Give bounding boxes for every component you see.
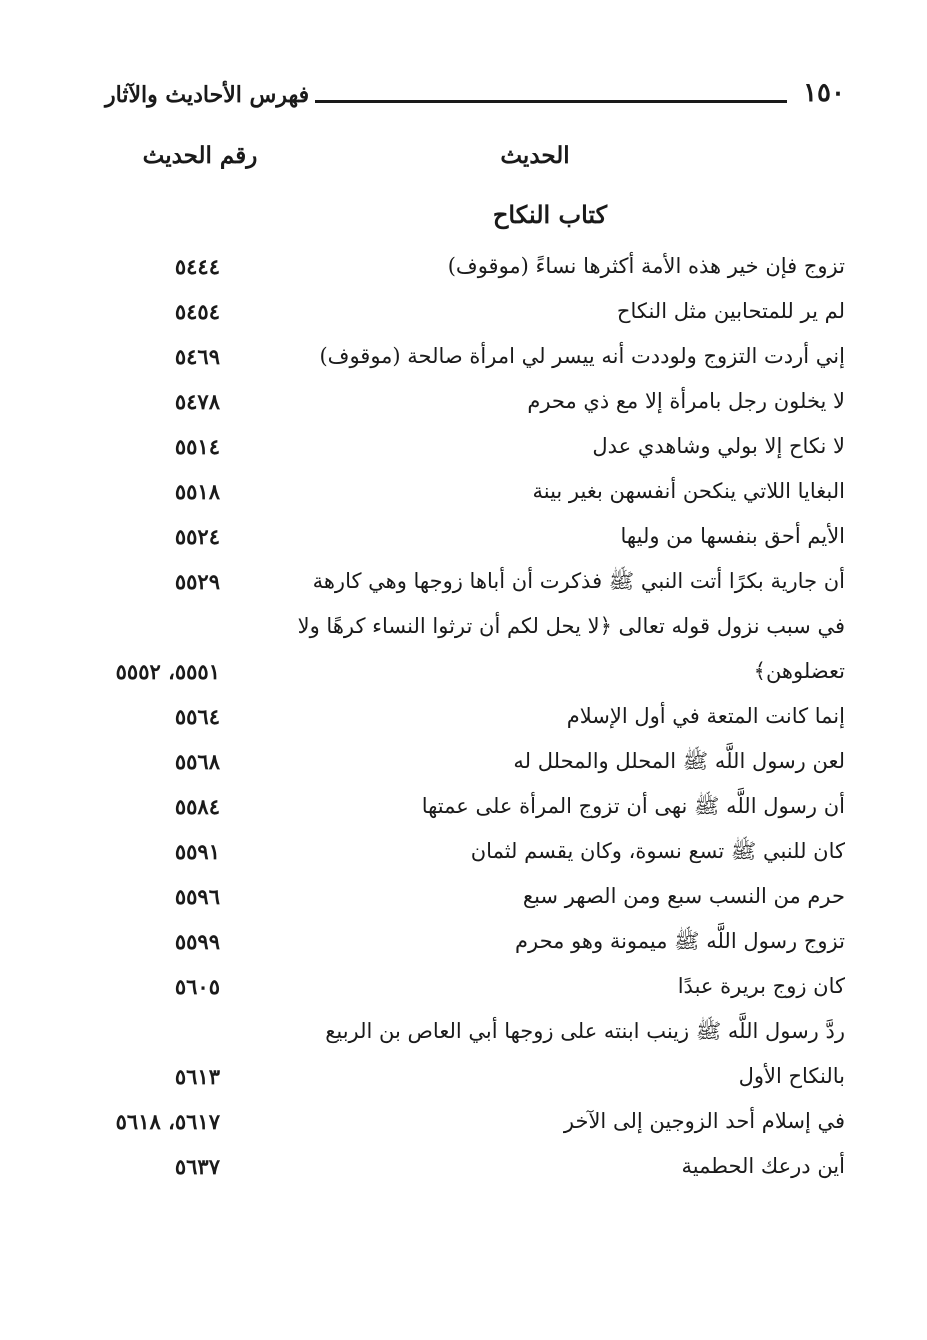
hadith-number: ٥٥١٤: [174, 434, 220, 459]
section-title: كتاب النكاح: [492, 200, 608, 229]
hadith-index-list: [110, 244, 845, 1189]
list-item: [110, 784, 845, 829]
hadith-text: ردَّ رسول اللَّه ﷺ زينب ابنته على زوجها أبي العاص بن الربيع بالنكاح الأول: [325, 1019, 845, 1088]
hadith-number: ٥٥١٨: [174, 479, 220, 504]
hadith-number: ٥٤٦٩: [174, 344, 220, 369]
hadith-number: ٥٥٩٩: [174, 929, 220, 954]
hadith-text: أن جارية بكرًا أتت النبي ﷺ فذكرت أن أباها زوجها وهي كارهة: [312, 569, 845, 593]
hadith-number: ٥٥٦٤: [174, 704, 220, 729]
hadith-text: كان زوج بريرة عبدًا: [677, 974, 845, 998]
column-header-number: رقم الحديث: [142, 142, 258, 169]
hadith-number: ٥٥٩٦: [174, 884, 220, 909]
hadith-number: ٥٤٥٤: [174, 299, 220, 324]
hadith-text: لا يخلون رجل بامرأة إلا مع ذي محرم: [527, 389, 845, 413]
column-header-hadith: الحديث: [500, 142, 570, 169]
hadith-number: ٥٦٠٥: [174, 974, 220, 999]
page-number: ١٥٠: [803, 78, 845, 108]
list-item: [110, 964, 845, 1009]
hadith-number: ٥٥٦٨: [174, 749, 220, 774]
hadith-text: إني أردت التزوج ولوددت أنه ييسر لي امرأة صالحة (موقوف): [319, 344, 845, 368]
hadith-text: إنما كانت المتعة في أول الإسلام: [566, 704, 845, 728]
list-item: [110, 244, 845, 289]
hadith-number: ٥٥٨٤: [174, 794, 220, 819]
hadith-text: تزوج فإن خير هذه الأمة أكثرها نساءً (موقوف): [447, 254, 845, 278]
list-item: [110, 469, 845, 514]
hadith-text: حرم من النسب سبع ومن الصهر سبع: [522, 884, 845, 908]
list-item: [110, 289, 845, 334]
hadith-number: ٥٥٥١، ٥٥٥٢: [115, 659, 220, 684]
hadith-number: ٥٥٩١: [174, 839, 220, 864]
list-item: [110, 604, 845, 694]
hadith-text: البغايا اللاتي ينكحن أنفسهن بغير بينة: [532, 479, 845, 503]
list-item: [110, 739, 845, 784]
list-item: [110, 1144, 845, 1189]
column-headers: [105, 142, 845, 182]
list-item: [110, 694, 845, 739]
list-item: [110, 424, 845, 469]
list-item: [110, 874, 845, 919]
list-item: [110, 919, 845, 964]
page-header: [105, 78, 845, 118]
list-item: [110, 514, 845, 559]
list-item: [110, 334, 845, 379]
list-item: [110, 1099, 845, 1144]
list-item: [110, 1009, 845, 1099]
hadith-text: لعن رسول اللَّه ﷺ المحلل والمحلل له: [513, 749, 845, 773]
hadith-number: ٥٦٣٧: [174, 1154, 220, 1179]
hadith-text: كان للنبي ﷺ تسع نسوة، وكان يقسم لثمان: [470, 839, 845, 863]
header-rule: [315, 100, 787, 103]
hadith-text: لم ير للمتحابين مثل النكاح: [616, 299, 845, 323]
hadith-text: أين درعك الحطمية: [681, 1154, 845, 1178]
list-item: [110, 829, 845, 874]
hadith-text: في إسلام أحد الزوجين إلى الآخر: [563, 1109, 845, 1133]
list-item: [110, 559, 845, 604]
page-title: فهرس الأحاديث والآثار: [105, 82, 310, 108]
hadith-number: ٥٦١٣: [174, 1064, 220, 1089]
hadith-number: ٥٦١٧، ٥٦١٨: [115, 1109, 220, 1134]
list-item: [110, 379, 845, 424]
hadith-number: ٥٤٧٨: [174, 389, 220, 414]
hadith-number: ٥٤٤٤: [174, 254, 220, 279]
hadith-text: تزوج رسول اللَّه ﷺ ميمونة وهو محرم: [515, 929, 845, 953]
hadith-number: ٥٥٢٩: [174, 569, 220, 594]
hadith-text: في سبب نزول قوله تعالى ﴿لا يحل لكم أن ترثوا النساء كرهًا ولا تعضلوهن﴾: [297, 614, 845, 683]
hadith-text: لا نكاح إلا بولي وشاهدي عدل: [592, 434, 845, 458]
hadith-text: الأيم أحق بنفسها من وليها: [620, 524, 845, 548]
hadith-number: ٥٥٢٤: [174, 524, 220, 549]
hadith-text: أن رسول اللَّه ﷺ نهى أن تزوج المرأة على عمتها: [421, 794, 845, 818]
